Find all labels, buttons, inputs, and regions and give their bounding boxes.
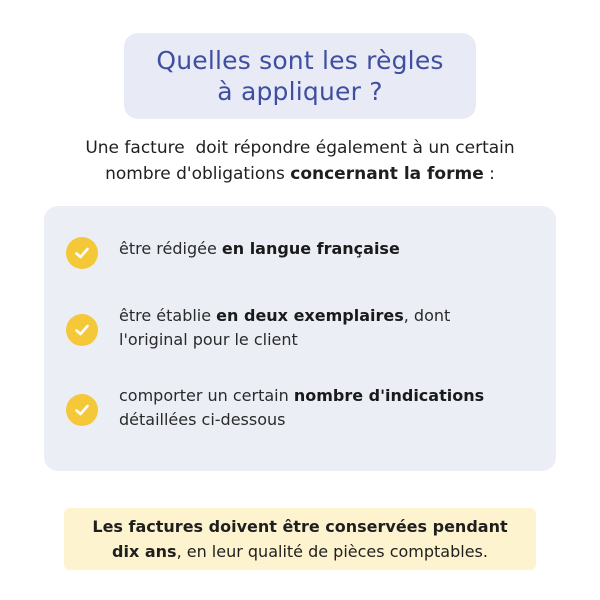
intro-line-2-end: : <box>483 164 495 184</box>
note-line-1 <box>64 514 536 539</box>
intro-emphasis: concernant la forme <box>290 164 484 184</box>
intro-line-2-start: nombre d'obligations <box>105 164 291 184</box>
note-bold-2: dix ans <box>112 542 177 561</box>
check-circle-icon <box>66 314 98 346</box>
check-circle-icon <box>66 237 98 269</box>
intro-line-2 <box>20 161 580 187</box>
rule-line-2: l'original pour le client <box>119 330 298 349</box>
title-line-1: Quelles sont les règles <box>156 46 444 75</box>
intro-line-1: Une facture doit répondre également à un certain <box>85 138 515 158</box>
intro-text <box>20 135 580 187</box>
rule-text-end: , dont <box>403 306 451 325</box>
rules-card <box>44 206 556 471</box>
rule-line-2: détaillées ci-dessous <box>119 410 286 429</box>
title-box <box>124 33 476 119</box>
rule-text-start: comporter un certain <box>119 386 294 405</box>
rule-line-1 <box>119 304 549 328</box>
title-line-2: à appliquer ? <box>217 77 383 106</box>
rule-text-start: être rédigée <box>119 239 222 258</box>
note-line-2-end: , en leur qualité de pièces comptables. <box>176 542 488 561</box>
page-title <box>156 45 443 107</box>
rule-line-1 <box>119 384 549 408</box>
rule-text <box>119 384 549 432</box>
rule-text-bold: en langue française <box>221 239 400 258</box>
rule-text-bold: en deux exemplaires <box>216 306 404 325</box>
rule-text-bold: nombre d'indications <box>293 386 485 405</box>
rule-text <box>119 237 549 261</box>
note-line-2 <box>64 539 536 564</box>
rule-line-1 <box>119 237 549 261</box>
note-bold-1: Les factures doivent être conservées pendant <box>92 517 508 536</box>
rule-text-start: être établie <box>119 306 217 325</box>
retention-note <box>64 508 536 570</box>
rule-text <box>119 304 549 352</box>
check-circle-icon <box>66 394 98 426</box>
